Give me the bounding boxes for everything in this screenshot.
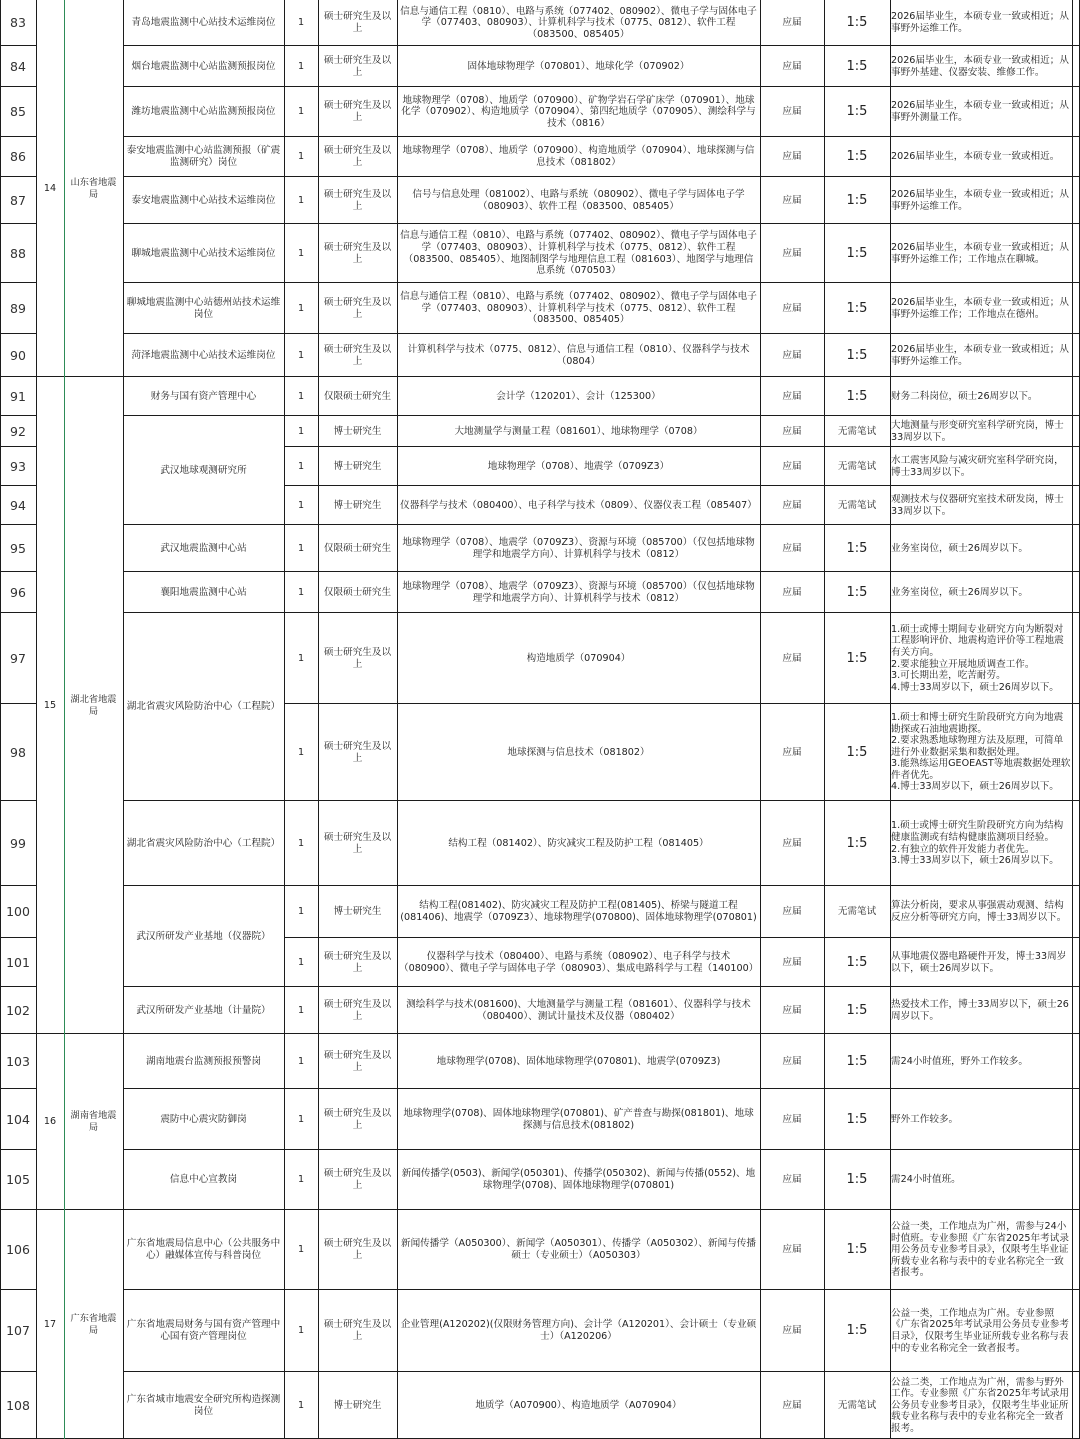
row-seq-number: 89 bbox=[10, 300, 26, 316]
row-graduate-type: 应届 bbox=[782, 247, 802, 259]
row-post-name: 湖南地震台监测预报预警岗 bbox=[145, 1055, 262, 1067]
row-headcount: 1 bbox=[297, 390, 305, 402]
row-notes: 2026届毕业生，本硕专业一致或相近；从事野外运维工作。 bbox=[891, 11, 1069, 34]
row-education: 硕士研究生及以上 bbox=[323, 1238, 392, 1261]
row-major-requirement: 构造地质学（070904） bbox=[526, 652, 631, 664]
row-interview-ratio: 1:5 bbox=[846, 1242, 868, 1258]
row-graduate-type: 应届 bbox=[782, 390, 802, 402]
row-seq-number: 85 bbox=[10, 104, 26, 120]
row-graduate-type: 应届 bbox=[782, 106, 802, 118]
row-interview-ratio: 1:5 bbox=[846, 1002, 868, 1018]
row-interview-ratio: 无需笔试 bbox=[837, 906, 877, 918]
row-notes: 2026届毕业生，本硕专业一致或相近；从事野外基建、仪器安装、维修工作。 bbox=[891, 54, 1069, 78]
column-divider bbox=[36, 0, 37, 1439]
row-post-name: 湖北省震灾风险防治中心（工程院） bbox=[126, 837, 281, 849]
row-seq-number: 107 bbox=[6, 1323, 30, 1339]
row-headcount: 1 bbox=[297, 60, 305, 72]
row-notes: 2026届毕业生，本硕专业一致或相近；从事野外运维工作。 bbox=[891, 188, 1069, 212]
row-notes: 野外工作较多。 bbox=[891, 1113, 959, 1125]
row-seq-number: 103 bbox=[6, 1053, 30, 1069]
row-education: 博士研究生 bbox=[333, 906, 382, 918]
row-major-requirement: 地球物理学（0708）、地质学（070900）、构造地质学（070904）、地球探测与信息技术（081802） bbox=[402, 145, 755, 168]
row-education: 硕士研究生及以上 bbox=[323, 145, 392, 168]
row-headcount: 1 bbox=[297, 425, 305, 437]
column-divider bbox=[0, 0, 1, 1439]
row-post-name: 襄阳地震监测中心站 bbox=[160, 586, 247, 598]
row-major-requirement: 地球物理学(0708)、固体地球物理学(070801)、地震学(0709Z3) bbox=[436, 1055, 721, 1067]
row-major-requirement: 结构工程（081402）、防灾减灾工程及防护工程（081405） bbox=[448, 837, 709, 849]
row-notes: 2026届毕业生，本硕专业一致或相近；从事野外运维工作。 bbox=[891, 343, 1069, 367]
row-notes: 需24小时值班，野外工作较多。 bbox=[891, 1055, 1028, 1067]
row-graduate-type: 应届 bbox=[782, 1325, 802, 1337]
row-education: 硕士研究生及以上 bbox=[323, 998, 392, 1022]
row-education: 硕士研究生及以上 bbox=[323, 100, 392, 123]
row-headcount: 1 bbox=[297, 1055, 305, 1067]
row-graduate-type: 应届 bbox=[782, 746, 802, 758]
row-interview-ratio: 1:5 bbox=[846, 149, 868, 165]
row-major-requirement: 测绘科学与技术(081600)、大地测量学与测量工程（081601）、仪器科学与技术（080400）、测试计量技术及仪器（080402） bbox=[406, 998, 751, 1022]
row-major-requirement: 地球探测与信息技术（081802） bbox=[507, 746, 650, 758]
row-graduate-type: 应届 bbox=[782, 956, 802, 968]
row-interview-ratio: 1:5 bbox=[846, 1172, 868, 1188]
row-graduate-type: 应届 bbox=[782, 652, 802, 664]
row-headcount: 1 bbox=[297, 1325, 305, 1337]
group-bureau: 湖北省地震局 bbox=[64, 378, 123, 1033]
row-major-requirement: 计算机科学与技术（0775、0812）、信息与通信工程（0810）、仪器科学与技术（0804） bbox=[407, 343, 750, 367]
row-headcount: 1 bbox=[297, 247, 305, 259]
row-interview-ratio: 无需笔试 bbox=[837, 460, 877, 472]
row-seq-number: 108 bbox=[6, 1397, 30, 1413]
row-education: 硕士研究生及以上 bbox=[323, 241, 392, 265]
row-education: 硕士研究生及以上 bbox=[323, 1049, 392, 1073]
row-headcount: 1 bbox=[297, 746, 305, 758]
column-divider bbox=[397, 0, 398, 1439]
row-graduate-type: 应届 bbox=[782, 151, 802, 163]
row-headcount: 1 bbox=[297, 1004, 305, 1016]
row-headcount: 1 bbox=[297, 1174, 305, 1186]
row-post-name: 武汉地震监测中心站 bbox=[160, 542, 247, 554]
row-education: 硕士研究生及以上 bbox=[323, 11, 392, 34]
row-major-requirement: 仪器科学与技术（080400）、电子科学与技术（0809）、仪器仪表工程（085407） bbox=[400, 499, 757, 511]
row-post-name: 泰安地震监测中心站技术运维岗位 bbox=[131, 194, 276, 206]
row-major-requirement: 地球物理学（0708）、地震学（0709Z3）、资源与环境（085700）（仅包括地球物理学和地震学方向）、计算机科学与技术（0812） bbox=[402, 536, 755, 560]
column-divider bbox=[318, 0, 319, 1439]
row-major-requirement: 会计学（120201）、会计（125300） bbox=[496, 390, 661, 402]
row-notes: 业务室岗位，硕士26周岁以下。 bbox=[891, 586, 1028, 598]
group-number: 17 bbox=[36, 1211, 64, 1438]
row-graduate-type: 应届 bbox=[782, 425, 802, 437]
row-interview-ratio: 1:5 bbox=[846, 388, 868, 404]
group-number: 14 bbox=[36, 1, 64, 376]
row-graduate-type: 应届 bbox=[782, 1113, 802, 1125]
row-headcount: 1 bbox=[297, 837, 305, 849]
row-notes: 从事地震仪器电路硬件开发，博士33周岁以下，硕士26周岁以下。 bbox=[891, 950, 1067, 974]
row-post-name: 广东省地震局财务与国有资产管理中心国有资产管理岗位 bbox=[126, 1319, 281, 1342]
row-headcount: 1 bbox=[297, 652, 305, 664]
row-graduate-type: 应届 bbox=[782, 194, 802, 206]
row-post-name: 聊城地震监测中心站德州站技术运维岗位 bbox=[126, 296, 281, 320]
row-education: 硕士研究生及以上 bbox=[323, 950, 392, 974]
row-notes: 大地测量与形变研究室科学研究岗，博士33周岁以下。 bbox=[891, 419, 1064, 443]
row-seq-number: 97 bbox=[10, 650, 26, 666]
row-notes: 财务二科岗位，硕士26周岁以下。 bbox=[891, 390, 1038, 402]
row-notes: 1.硕士或博士期间专业研究方向为断裂对工程影响评价、地震构造评价等工程地震有关方向。 2.要求能独立开展地质调查工作。 3.可长期出差，吃苦耐劳。 4.博士33周岁以下，硕士26周岁以下。 bbox=[891, 623, 1064, 693]
row-seq-number: 106 bbox=[6, 1242, 30, 1258]
row-seq-number: 87 bbox=[10, 192, 26, 208]
row-major-requirement: 信息与通信工程（0810）、电路与系统（077402、080902）、微电子学与固体电子学（077403、080903）、计算机科学与技术（0775、0812）、软件工程（083500、085405） bbox=[400, 5, 757, 40]
row-headcount: 1 bbox=[297, 1113, 305, 1125]
row-notes: 公益一类，工作地点为广州，需参与24小时值班。专业参照《广东省2025年考试录用公务员专业参考目录》，仅限考生毕业证所载专业名称与表中的专业名称完全一致者报考。 bbox=[891, 1221, 1069, 1279]
row-interview-ratio: 1:5 bbox=[846, 744, 868, 760]
row-notes: 2026届毕业生，本硕专业一致或相近；从事野外测量工作。 bbox=[891, 100, 1069, 123]
row-interview-ratio: 1:5 bbox=[846, 192, 868, 208]
row-seq-number: 95 bbox=[10, 540, 26, 556]
row-notes: 1.硕士和博士研究生阶段研究方向为地震勘探或石油地震勘探。 2.要求熟悉地球物理方法及原理，可简单进行外业数据采集和数据处理。 3.能熟练运用GEOEAST等地震数据处理软件者优先。 4.博士33周岁以下，硕士26周岁以下。 bbox=[891, 711, 1071, 793]
row-seq-number: 98 bbox=[10, 744, 26, 760]
row-seq-number: 86 bbox=[10, 149, 26, 165]
row-post-name: 青岛地震监测中心站技术运维岗位 bbox=[131, 17, 276, 29]
row-interview-ratio: 1:5 bbox=[846, 347, 868, 363]
row-seq-number: 93 bbox=[10, 458, 26, 474]
row-education: 博士研究生 bbox=[333, 499, 382, 511]
row-interview-ratio: 1:5 bbox=[846, 1323, 868, 1339]
row-headcount: 1 bbox=[297, 1244, 305, 1256]
row-graduate-type: 应届 bbox=[782, 1055, 802, 1067]
column-divider bbox=[284, 0, 285, 1439]
row-major-requirement: 地球物理学（0708）、地震学（0709Z3） bbox=[487, 460, 670, 472]
row-interview-ratio: 1:5 bbox=[846, 954, 868, 970]
row-major-requirement: 结构工程(081402)、防灾减灾工程及防护工程(081405)、桥梁与隧道工程(081406)、地震学（0709Z3）、地球物理学(070800)、固体地球物理学(070801) bbox=[400, 900, 757, 923]
row-headcount: 1 bbox=[297, 586, 305, 598]
row-graduate-type: 应届 bbox=[782, 837, 802, 849]
row-post-name: 信息中心宣教岗 bbox=[169, 1174, 238, 1186]
row-education: 博士研究生 bbox=[333, 460, 382, 472]
row-interview-ratio: 无需笔试 bbox=[837, 499, 877, 511]
row-seq-number: 91 bbox=[10, 388, 26, 404]
row-graduate-type: 应届 bbox=[782, 1174, 802, 1186]
row-graduate-type: 应届 bbox=[782, 302, 802, 314]
row-headcount: 1 bbox=[297, 906, 305, 918]
group-bureau: 山东省地震局 bbox=[64, 1, 123, 376]
row-headcount: 1 bbox=[297, 956, 305, 968]
row-post-name: 菏泽地震监测中心站技术运维岗位 bbox=[131, 349, 276, 361]
row-seq-number: 104 bbox=[6, 1111, 30, 1127]
row-interview-ratio: 1:5 bbox=[846, 245, 868, 261]
row-seq-number: 99 bbox=[10, 835, 26, 851]
row-interview-ratio: 1:5 bbox=[846, 104, 868, 120]
row-graduate-type: 应届 bbox=[782, 60, 802, 72]
row-education: 仅限硕士研究生 bbox=[323, 586, 392, 598]
row-notes: 2026届毕业生，本硕专业一致或相近；从事野外运维工作；工作地点在德州。 bbox=[891, 296, 1069, 320]
row-seq-number: 84 bbox=[10, 58, 26, 74]
row-education: 博士研究生 bbox=[333, 1399, 382, 1411]
row-notes: 1.硕士或博士研究生阶段研究方向为结构健康监测或有结构健康监测项目经验。 2.有独立的软件开发能力者优先。 3.博士33周岁以下，硕士26周岁以下。 bbox=[891, 820, 1064, 867]
row-education: 硕士研究生及以上 bbox=[323, 831, 392, 855]
row-post-name: 烟台地震监测中心站监测预报岗位 bbox=[131, 60, 276, 72]
row-interview-ratio: 1:5 bbox=[846, 540, 868, 556]
row-headcount: 1 bbox=[297, 151, 305, 163]
row-education: 硕士研究生及以上 bbox=[323, 646, 392, 670]
column-divider bbox=[760, 0, 761, 1439]
row-seq-number: 96 bbox=[10, 584, 26, 600]
row-post-name: 震防中心震灾防御岗 bbox=[160, 1113, 247, 1125]
row-graduate-type: 应届 bbox=[782, 1244, 802, 1256]
row-education: 仅限硕士研究生 bbox=[323, 390, 392, 402]
row-graduate-type: 应届 bbox=[782, 1004, 802, 1016]
row-headcount: 1 bbox=[297, 17, 305, 29]
row-education: 硕士研究生及以上 bbox=[323, 1107, 392, 1131]
group-number: 15 bbox=[36, 378, 64, 1033]
group-number: 16 bbox=[36, 1035, 64, 1209]
row-notes: 2026届毕业生，本硕专业一致或相近；从事野外运维工作；工作地点在聊城。 bbox=[891, 241, 1069, 265]
row-post-name: 泰安地震监测中心站监测预报（矿震监测研究）岗位 bbox=[126, 145, 281, 168]
row-major-requirement: 信号与信息处理（081002）、电路与系统（080902）、微电子学与固体电子学（080903）、软件工程（083500、085405） bbox=[412, 188, 745, 212]
row-education: 硕士研究生及以上 bbox=[323, 1168, 392, 1191]
row-education: 硕士研究生及以上 bbox=[323, 54, 392, 78]
row-interview-ratio: 1:5 bbox=[846, 58, 868, 74]
row-notes: 公益二类，工作地点为广州，需参与野外工作。专业参照《广东省2025年考试录用公务员专业参考目录》，仅限考生毕业证所载专业名称与表中的专业名称完全一致者报考。 bbox=[891, 1376, 1069, 1434]
row-major-requirement: 地球物理学(0708)、固体地球物理学(070801)、矿产普查与勘探(081801)、地球探测与信息技术(081802) bbox=[403, 1107, 754, 1131]
row-graduate-type: 应届 bbox=[782, 542, 802, 554]
row-graduate-type: 应届 bbox=[782, 1399, 802, 1411]
group-bureau: 湖南省地震局 bbox=[64, 1035, 123, 1209]
row-major-requirement: 企业管理(A120202)(仅限财务管理方向)、会计学（A120201）、会计硕士（专业硕士）（A120206） bbox=[400, 1319, 757, 1342]
merged-post-name: 武汉所研发产业基地（仪器院） bbox=[123, 887, 284, 986]
row-headcount: 1 bbox=[297, 499, 305, 511]
row-interview-ratio: 1:5 bbox=[846, 835, 868, 851]
row-seq-number: 90 bbox=[10, 347, 26, 363]
group-bureau: 广东省地震局 bbox=[64, 1211, 123, 1438]
row-graduate-type: 应届 bbox=[782, 499, 802, 511]
row-notes: 业务室岗位，硕士26周岁以下。 bbox=[891, 542, 1028, 554]
row-graduate-type: 应届 bbox=[782, 460, 802, 472]
row-major-requirement: 新闻传播学（A050300）、新闻学（A050301）、传播学（A050302）、新闻与传播硕士（专业硕士）（A050303） bbox=[400, 1238, 756, 1261]
row-major-requirement: 地球物理学（0708）、地震学（0709Z3）、资源与环境（085700）（仅包括地球物理学和地震学方向）、计算机科学与技术（0812） bbox=[402, 580, 755, 604]
row-post-name: 聊城地震监测中心站技术运维岗位 bbox=[131, 247, 276, 259]
row-education: 硕士研究生及以上 bbox=[323, 1319, 392, 1342]
row-notes: 2026届毕业生，本硕专业一致或相近。 bbox=[891, 151, 1060, 163]
row-seq-number: 101 bbox=[6, 954, 30, 970]
row-headcount: 1 bbox=[297, 460, 305, 472]
row-interview-ratio: 无需笔试 bbox=[837, 1399, 877, 1411]
column-divider bbox=[824, 0, 825, 1439]
row-major-requirement: 固体地球物理学（070801）、地球化学（070902） bbox=[467, 60, 690, 72]
row-education: 博士研究生 bbox=[333, 425, 382, 437]
row-education: 仅限硕士研究生 bbox=[323, 542, 392, 554]
column-divider bbox=[123, 0, 124, 1439]
column-divider bbox=[890, 0, 891, 1439]
row-post-name: 广东省城市地震安全研究所构造探测岗位 bbox=[126, 1393, 281, 1417]
row-seq-number: 92 bbox=[10, 423, 26, 439]
row-seq-number: 100 bbox=[6, 904, 30, 920]
row-interview-ratio: 1:5 bbox=[846, 650, 868, 666]
row-interview-ratio: 1:5 bbox=[846, 1053, 868, 1069]
row-seq-number: 83 bbox=[10, 15, 26, 31]
row-headcount: 1 bbox=[297, 106, 305, 118]
row-notes: 公益一类，工作地点为广州。专业参照《广东省2025年考试录用公务员专业参考目录》，仅限考生毕业证所载专业名称与表中的专业名称完全一致者报考。 bbox=[891, 1307, 1069, 1354]
row-major-requirement: 仪器科学与技术（080400）、电路与系统（080902）、电子科学与技术（080900）、微电子学与固体电子学（080903）、集成电路科学与工程（140100） bbox=[399, 950, 759, 974]
row-headcount: 1 bbox=[297, 1399, 305, 1411]
row-major-requirement: 地球物理学（0708）、地质学（070900）、矿物学岩石学矿床学（070901）、地球化学（070902）、构造地质学（070904）、第四纪地质学（070905）、测绘科学与技术（0816） bbox=[401, 94, 756, 129]
row-post-name: 潍坊地震监测中心站监测预报岗位 bbox=[131, 106, 276, 118]
row-seq-number: 94 bbox=[10, 497, 26, 513]
row-interview-ratio: 无需笔试 bbox=[837, 425, 877, 437]
row-seq-number: 88 bbox=[10, 245, 26, 261]
row-notes: 需24小时值班。 bbox=[891, 1174, 961, 1186]
row-major-requirement: 信息与通信工程（0810）、电路与系统（077402、080902）、微电子学与固体电子学（077403、080903）、计算机科学与技术（0775、0812）、软件工程（083500、085405）、地图制图学与地理信息工程（081603）、地图学与地理信息系统（070503） bbox=[400, 230, 757, 277]
row-notes: 观测技术与仪器研究室技术研发岗，博士33周岁以下。 bbox=[891, 493, 1064, 517]
row-interview-ratio: 1:5 bbox=[846, 584, 868, 600]
row-education: 硕士研究生及以上 bbox=[323, 343, 392, 367]
row-notes: 算法分析岗，要求从事强震动观测、结构反应分析等研究方向，博士33周岁以下。 bbox=[891, 900, 1067, 923]
row-graduate-type: 应届 bbox=[782, 586, 802, 598]
row-interview-ratio: 1:5 bbox=[846, 15, 868, 31]
merged-post-name: 湖北省震灾风险防治中心（工程院） bbox=[123, 614, 284, 800]
row-graduate-type: 应届 bbox=[782, 349, 802, 361]
row-graduate-type: 应届 bbox=[782, 906, 802, 918]
row-notes: 水工震害风险与减灾研究室科学研究岗，博士33周岁以下。 bbox=[891, 454, 1064, 478]
column-divider bbox=[1072, 0, 1073, 1439]
row-interview-ratio: 1:5 bbox=[846, 300, 868, 316]
column-divider bbox=[64, 0, 65, 1439]
row-seq-number: 102 bbox=[6, 1002, 30, 1018]
row-major-requirement: 地质学（A070900）、构造地质学（A070904） bbox=[475, 1399, 682, 1411]
row-education: 硕士研究生及以上 bbox=[323, 740, 392, 764]
merged-post-name: 武汉地球观测研究所 bbox=[123, 417, 284, 524]
row-education: 硕士研究生及以上 bbox=[323, 188, 392, 212]
row-headcount: 1 bbox=[297, 349, 305, 361]
row-major-requirement: 信息与通信工程（0810）、电路与系统（077402、080902）、微电子学与固体电子学（077403、080903）、计算机科学与技术（0775、0812）、软件工程（083500、085405） bbox=[400, 291, 757, 326]
row-interview-ratio: 1:5 bbox=[846, 1111, 868, 1127]
row-notes: 热爱技术工作，博士33周岁以下，硕士26周岁以下。 bbox=[891, 998, 1069, 1022]
row-seq-number: 105 bbox=[6, 1172, 30, 1188]
row-major-requirement: 大地测量学与测量工程（081601）、地球物理学（0708） bbox=[454, 425, 703, 437]
row-graduate-type: 应届 bbox=[782, 17, 802, 29]
row-headcount: 1 bbox=[297, 194, 305, 206]
row-post-name: 武汉所研发产业基地（计量院） bbox=[136, 1004, 271, 1016]
row-post-name: 广东省地震局信息中心（公共服务中心）融媒体宣传与科普岗位 bbox=[126, 1238, 281, 1261]
row-headcount: 1 bbox=[297, 542, 305, 554]
row-headcount: 1 bbox=[297, 302, 305, 314]
row-education: 硕士研究生及以上 bbox=[323, 296, 392, 320]
row-post-name: 财务与国有资产管理中心 bbox=[150, 390, 257, 402]
row-major-requirement: 新闻传播学(0503)、新闻学(050301)、传播学(050302)、新闻与传播(0552)、地球物理学(0708)、固体地球物理学(070801) bbox=[401, 1168, 756, 1191]
